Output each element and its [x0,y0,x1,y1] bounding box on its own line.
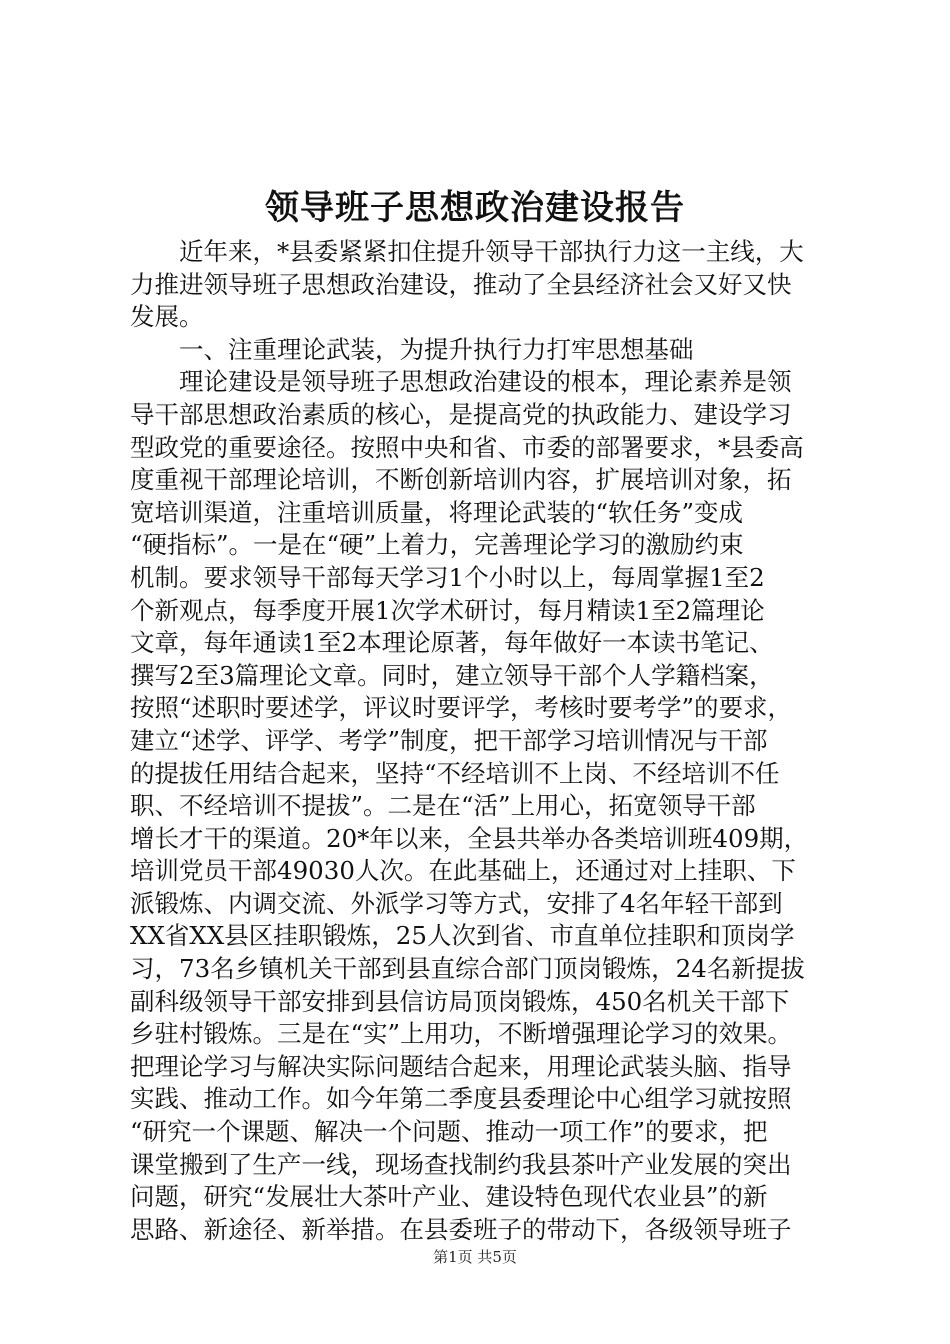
page-footer: 第1页 共5页 [433,1248,517,1266]
paragraph-line: “硬指标”。一是在“硬”上着力，完善理论学习的激励约束 [130,530,744,560]
paragraph-line: 派锻炼、内调交流、外派学习等方式，安排了4名年轻干部到 [130,888,783,918]
paragraph-line: 把理论学习与解决实际问题结合起来，用理论武装头脑、指导 [130,1051,792,1081]
paragraph-line: 型政党的重要途径。按照中央和省、市委的部署要求，*县委高 [130,432,804,462]
paragraph-line: 副科级领导干部安排到县信访局顶岗锻炼，450名机关干部下 [130,986,790,1016]
paragraph-line: 乡驻村锻炼。三是在“实”上用功，不断增强理论学习的效果。 [130,1019,793,1049]
paragraph-line: 职、不经培训不提拔”。二是在“活”上用心，拓宽领导干部 [130,791,756,821]
paragraph-line: 导干部思想政治素质的核心，是提高党的执政能力、建设学习 [130,399,792,429]
paragraph-line: 培训党员干部49030人次。在此基础上，还通过对上挂职、下 [130,856,796,886]
paragraph-line: 撰写2至3篇理论文章。同时，建立领导干部个人学籍档案， [130,660,774,690]
paragraph-line: 实践、推动工作。如今年第二季度县委理论中心组学习就按照 [130,1084,792,1114]
paragraph-line: 宽培训渠道，注重培训质量，将理论武装的“软任务”变成 [130,497,744,527]
document-body [130,236,830,1246]
document-title: 领导班子思想政治建设报告 [265,188,685,228]
paragraph-line: 力推进领导班子思想政治建设，推动了全县经济社会又好又快 [130,269,792,299]
paragraph-line: 问题，研究“发展壮大茶叶产业、建设特色现代农业县”的新 [130,1182,768,1212]
paragraph-line: 文章，每年通读1至2本理论原著，每年做好一本读书笔记、 [130,628,774,658]
paragraph-line: 机制。要求领导干部每天学习1个小时以上，每周掌握1至2 [130,562,765,592]
paragraph-line: 思路、新途径、新举措。在县委班子的带动下，各级领导班子 [130,1214,792,1244]
paragraph-line: 的提拔任用结合起来，坚持“不经培训不上岗、不经培训不任 [130,758,780,788]
paragraph-line: 个新观点，每季度开展1次学术研讨，每月精读1至2篇理论 [130,595,765,625]
paragraph-line: 习，73名乡镇机关干部到县直综合部门顶岗锻炼，24名新提拔 [130,954,805,984]
section-heading: 一、注重理论武装，为提升执行力打牢思想基础 [179,334,694,364]
paragraph-line: “研究一个课题、解决一个问题、推动一项工作”的要求，把 [130,1117,768,1147]
paragraph-line: 增长才干的渠道。20*年以来，全县共举办各类培训班409期， [130,823,809,853]
paragraph-line: 近年来，*县委紧紧扣住提升领导干部执行力这一主线，大 [179,237,804,266]
paragraph-line: 课堂搬到了生产一线，现场查找制约我县茶叶产业发展的突出 [130,1149,792,1179]
paragraph-line: 发展。 [130,302,204,332]
paragraph-line: XX省XX县区挂职锻炼，25人次到省、市直单位挂职和顶岗学 [130,921,795,951]
paragraph-line: 理论建设是领导班子思想政治建设的根本，理论素养是领 [179,367,792,397]
paragraph-line: 建立“述学、评学、考学”制度，把干部学习培训情况与干部 [130,725,768,755]
paragraph-line: 按照“述职时要述学，评议时要评学，考核时要考学”的要求， [130,693,793,723]
paragraph-line: 度重视干部理论培训，不断创新培训内容，扩展培训对象，拓 [130,465,792,495]
